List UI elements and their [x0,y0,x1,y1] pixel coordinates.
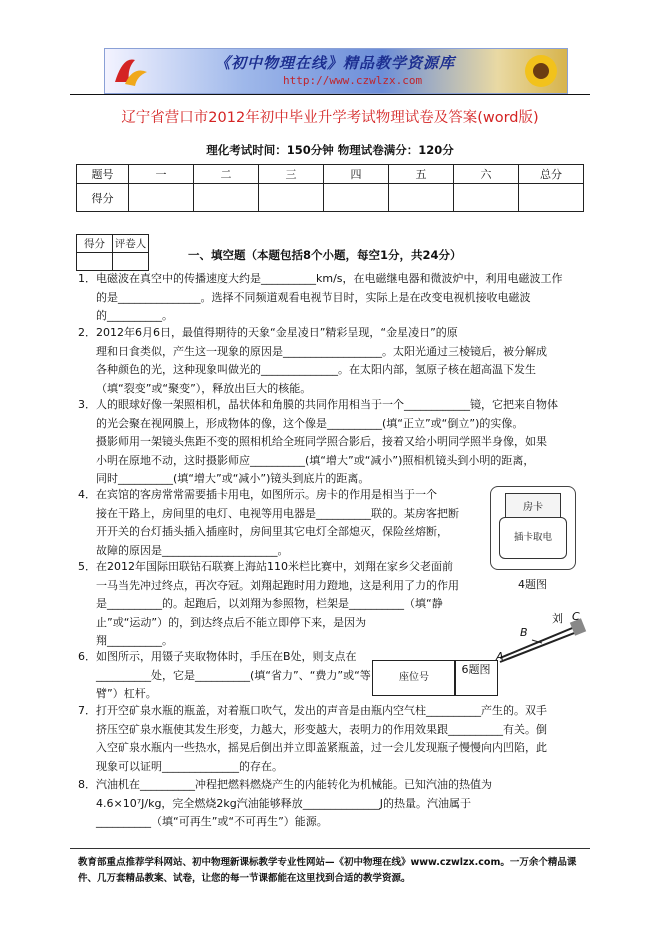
grader-name-cell[interactable] [113,253,149,271]
question-1 [78,270,563,326]
grader-name-label: 评卷人 [113,235,149,253]
question-number: 5． [78,560,96,573]
question-5 [78,558,459,651]
score-cell[interactable] [259,184,324,212]
question-text: 现象可以证明______________的存在。 [96,759,283,773]
question-text: 4.6×10⁷J/kg，完全燃烧2kg汽油能够释放______________J的热量。汽油属于 [96,796,472,810]
question-4 [78,486,459,560]
document-title: 辽宁省营口市2012年初中毕业升学考试物理试卷及答案(word版) [121,110,539,126]
question-text: 电磁波在真空中的传播速度大约是__________km/s，在电磁继电器和微波炉中，利用电磁波工作 [96,272,563,285]
sunflower-icon [519,52,563,90]
score-cell[interactable] [454,184,519,212]
score-table [76,164,584,212]
question-3 [78,396,558,489]
question-text: 的光会聚在视网膜上，形成物体的像，这个像是__________(填“正立”或“倒立”)的实像。 [96,416,524,430]
header-cell: 三 [259,165,324,184]
room-card: 房卡 [505,493,561,525]
card-slot-figure [490,486,576,570]
grader-score-cell[interactable] [77,253,113,271]
grader-score-label: 得分 [77,235,113,253]
question-text: 故障的原因是_____________________。 [96,543,289,557]
exam-info: 理化考试时间：150分钟 物理试卷满分：120分 [206,143,454,157]
grader-table [76,234,149,271]
label-liu: 刘 [552,612,563,625]
question-text: （填“裂变”或“聚变”），释放出巨大的核能。 [96,381,312,395]
label-a: A [496,650,504,663]
question-7 [78,702,547,776]
header-cell: 总分 [519,165,584,184]
question-text: 同时__________(填“增大”或“减小”)镜头到底片的距离。 [96,472,370,485]
seat-number-box: 座位号 [372,660,456,696]
row-label: 得分 [77,184,129,212]
site-banner [104,48,568,94]
question-text: 开开关的台灯插头插入插座时，房间里其它电灯全部熄灭，保险丝熔断， [96,525,448,538]
question-text: 翔__________。 [96,634,173,647]
figure-6-caption: 6题图 [454,660,498,696]
question-text: 入空矿泉水瓶内一些热水，摇晃后倒出并立即盖紧瓶盖，过一会儿发现瓶子慢慢向内凹陷，此 [96,741,547,754]
banner-url[interactable]: http://www.czwlzx.com [283,74,423,87]
header-cell: 题号 [77,165,129,184]
question-text: 的是_______________。选择不同频道观看电视节目时，实际上是在改变电视机接收电磁波 [96,290,531,304]
question-number: 7． [78,704,96,717]
question-text: 接在干路上，房间里的电灯、电视等用电器是__________联的。某房客把断 [96,506,459,520]
question-text: 小明在原地不动，这时摄影师应__________(填“增大”或“减小”)照相机镜头到小明的距离， [96,453,535,467]
question-text: __________（填“可再生”或“不可再生”）能源。 [96,815,328,828]
question-number: 6． [78,650,96,663]
header-cell: 六 [454,165,519,184]
banner-title: 《初中物理在线》精品教学资源库 [215,54,456,72]
page-footer: 教育部重点推荐学科网站、初中物理新课标教学专业性网站—《初中物理在线》www.czwlzx.com。一万余个精品课件、几万套精品教案、试卷，让您的每一节课都能在这里找到合适的教学资源。 [78,857,577,884]
question-text: 止”或“运动”）的，到达终点后不能立即停下来，是因为 [96,615,367,629]
question-text: 的__________。 [96,309,173,322]
question-text: 各种颜色的光，这种现象叫做光的______________。在太阳内部，氢原子核在超高温下发生 [96,363,536,376]
score-cell[interactable] [194,184,259,212]
card-slot: 插卡取电 [499,517,567,559]
site-logo-icon [109,52,153,90]
question-text: 是__________的。起跑后，以刘翔为参照物，栏架是__________（填“静 [96,597,443,610]
header-cell: 五 [389,165,454,184]
label-b: B [520,626,528,639]
header-rule [70,94,590,95]
score-table-row [77,184,584,212]
tweezers-lower-arm [500,630,582,662]
score-cell[interactable] [519,184,584,212]
score-cell[interactable] [389,184,454,212]
question-number: 8． [78,778,96,791]
question-8 [78,776,492,832]
question-number: 2． [78,326,96,339]
header-cell: 四 [324,165,389,184]
question-number: 3． [78,398,96,411]
question-text: 臂”）杠杆。 [96,687,157,700]
question-number: 4． [78,488,96,501]
question-text: 人的眼球好像一架照相机，晶状体和角膜的共同作用相当于一个____________镜，它把来自物体 [96,398,558,411]
question-2 [78,324,547,398]
question-text: 打开空矿泉水瓶的瓶盖，对着瓶口吹气，发出的声音是由瓶内空气柱__________产生的。双手 [96,704,547,717]
score-cell[interactable] [324,184,389,212]
question-text: 摄影师用一架镜头焦距不变的照相机给全班同学照合影后，接着又给小明同学照半身像，如果 [96,435,547,448]
question-text: 在2012年国际田联钻石联赛上海站110米栏比赛中，刘翔在家乡父老面前 [96,560,453,573]
question-text: 理和日食类似，产生这一现象的原因是__________________。太阳光通过三棱镜后，被分解成 [96,344,547,358]
header-cell: 一 [129,165,194,184]
question-text: 汽油机在__________冲程把燃料燃烧产生的内能转化为机械能。已知汽油的热值为 [96,778,492,791]
tweezers-upper-arm [500,624,582,658]
question-number: 1． [78,272,96,285]
question-text: 挤压空矿泉水瓶使其发生形变，力越大，形变越大，表明力的作用效果跟__________有关。倒 [96,722,547,736]
question-text: 如图所示，用镊子夹取物体时，手压在B处，则支点在 [96,650,357,663]
question-text: 2012年6月6日，最值得期待的天象“金星凌日”精彩呈现，“金星凌日”的原 [96,326,458,339]
question-6 [78,648,371,704]
header-cell: 二 [194,165,259,184]
label-c: C [572,610,580,623]
score-cell[interactable] [129,184,194,212]
question-text: __________处，它是__________(填“省力”、“费力”或“等 [96,668,371,682]
section-title: 一、填空题（本题包括8个小题，每空1分，共24分） [188,248,462,262]
footer-rule [70,848,590,849]
score-table-header [77,165,584,184]
question-text: 在宾馆的客房常常需要插卡用电，如图所示。房卡的作用是相当于一个 [96,488,437,501]
figure-4-caption: 4题图 [518,578,547,591]
question-text: 一马当先冲过终点，再次夺冠。刘翔起跑时用力蹬地，这是利用了力的作用 [96,578,459,592]
